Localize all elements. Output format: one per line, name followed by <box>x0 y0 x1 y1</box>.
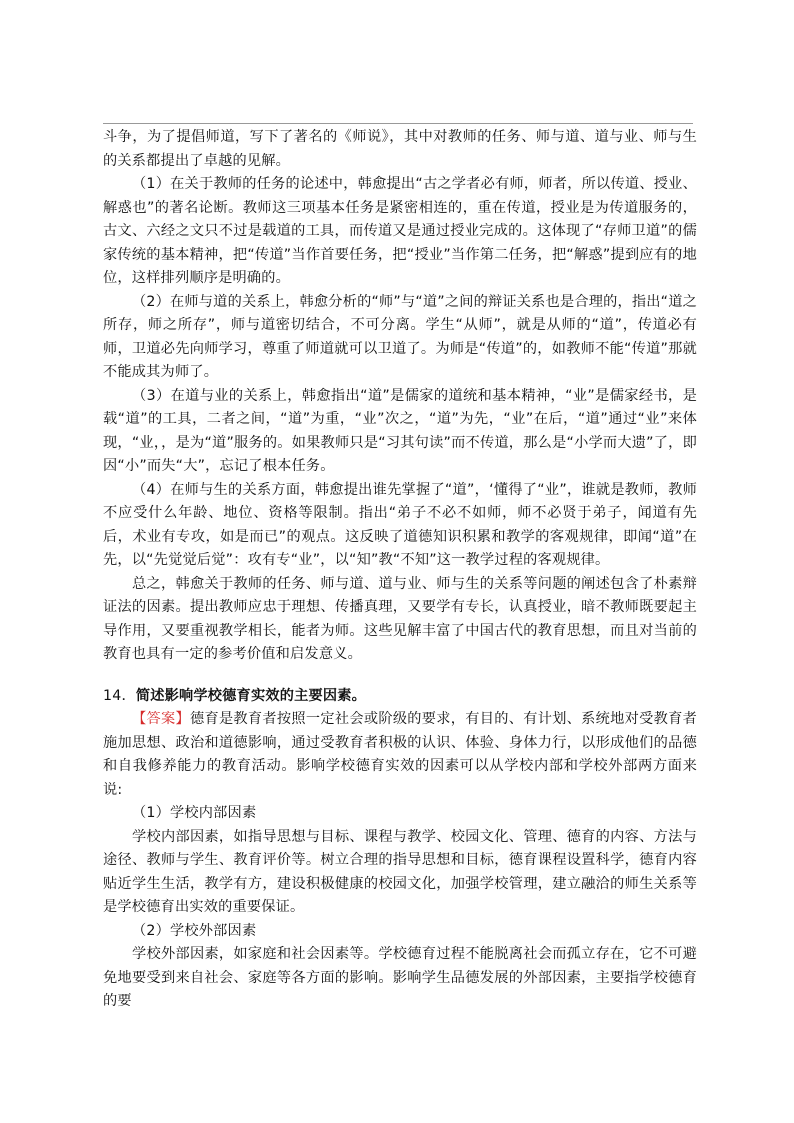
paragraph-continuation: 斗争，为了提倡师道，写下了著名的《师说》，其中对教师的任务、师与道、道与业、师与生的关系都提出了卓越的见解。 <box>103 129 697 169</box>
answer-text: 德育是教育者按照一定社会或阶级的要求，有目的、有计划、系统地对受教育者施加思想、政治和道德影响，通过受教育者积极的认识、体验、身体力行，以形成他们的品德和自我修养能力的教育活动。影响学校德育实效的因素可以从学校内部和学校外部两方面来说: <box>103 711 697 798</box>
question-text: 简述影响学校德育实效的主要因素。 <box>135 687 367 704</box>
paragraph-summary: 总之，韩愈关于教师的任务、师与道、道与业、师与生的关系等问题的阐述包含了朴素辩证法的因素。提出教师应忠于理想、传播真理，又要学有专长，认真授业，暗不教师既要起主导作用，又要重视教学相长，能者为师。这些见解丰富了中国古代的教育思想，而且对当前的教育也具有一定的参考价值和启发意义。 <box>103 575 697 662</box>
section-gap <box>103 667 697 685</box>
document-body <box>103 126 697 1014</box>
paragraph-internal-factors: 学校内部因素，如指导思想与目标、课程与教学、校园文化、管理、德育的内容、方法与途径、教师与学生、教育评价等。树立合理的指导思想和目标，德育课程设置科学，德育内容贴近学生生活，教学有方，建设积极健康的校园文化，加强学校管理，建立融洽的师生关系等是学校德育出实效的重要保证。 <box>103 828 697 915</box>
paragraph-point-1: （1）在关于教师的任务的论述中，韩愈提出“古之学者必有师，师者，所以传道、授业、解惑也”的著名论断。教师这三项基本任务是紧密相连的，重在传道，授业是为传道服务的，古文、六经之文只不过是载道的工具，而传道又是通过授业完成的。这体现了“存师卫道”的儒家传统的基本精神，把“传道”当作首要任务，把“授业”当作第二任务，把“解惑”提到应有的地位，这样排列顺序是明确的。 <box>103 176 697 286</box>
subheading-internal-factors: （1）学校内部因素 <box>132 805 257 821</box>
subheading-external-factors: （2）学校外部因素 <box>132 922 257 939</box>
paragraph-point-4: （4）在师与生的关系方面，韩愈提出谁先掌握了“道”，‘懂得了“业”，谁就是教师，教师不应受什么年龄、地位、资格等限制。指出“弟子不必不如师，师不必贤于弟子，闻道有先后，术业有专攻，如是而已”的观点。这反映了道德知识积累和教学的客观规律，即闻“道”在先，以“先觉觉后觉”：攻有专“业”，以“知”教“不知”这一教学过程的客观规律。 <box>103 481 697 568</box>
paragraph-point-2: （2）在师与道的关系上，韩愈分析的“师”与“道”之间的辩证关系也是合理的，指出“道之所存，师之所存”，师与道密切结合，不可分离。学生“从师”，就是从师的“道”，传道必有师，卫道必先向师学习，尊重了师道就可以卫道了。为师是“传道”的，如教师不能“传道”那就不能成其为师了。 <box>103 293 697 380</box>
question-number: 14． <box>103 687 136 704</box>
paragraph-external-factors: 学校外部因素，如家庭和社会因素等。学校德育过程不能脱离社会而孤立存在，它不可避免地要受到来自社会、家庭等各方面的影响。影响学生品德发展的外部因素，主要指学校德育的要 <box>103 946 697 1009</box>
answer-paragraph <box>103 708 697 802</box>
paragraph-point-3: （3）在道与业的关系上，韩愈指出“道”是儒家的道统和基本精神，“业”是儒家经书，是载“道”的工具，二者之间，“道”为重，“业”次之，“道”为先，“业”在后，“道”通过“业”来体现，“业，，是为“道”服务的。如果教师只是“习其句读”而不传道，那么是“小学而大遗”了，即因“小”而失“大”，忘记了根本任务。 <box>103 387 697 474</box>
header-rule <box>103 123 693 124</box>
answer-label: 【答案】 <box>132 711 190 727</box>
question-14 <box>103 685 697 709</box>
